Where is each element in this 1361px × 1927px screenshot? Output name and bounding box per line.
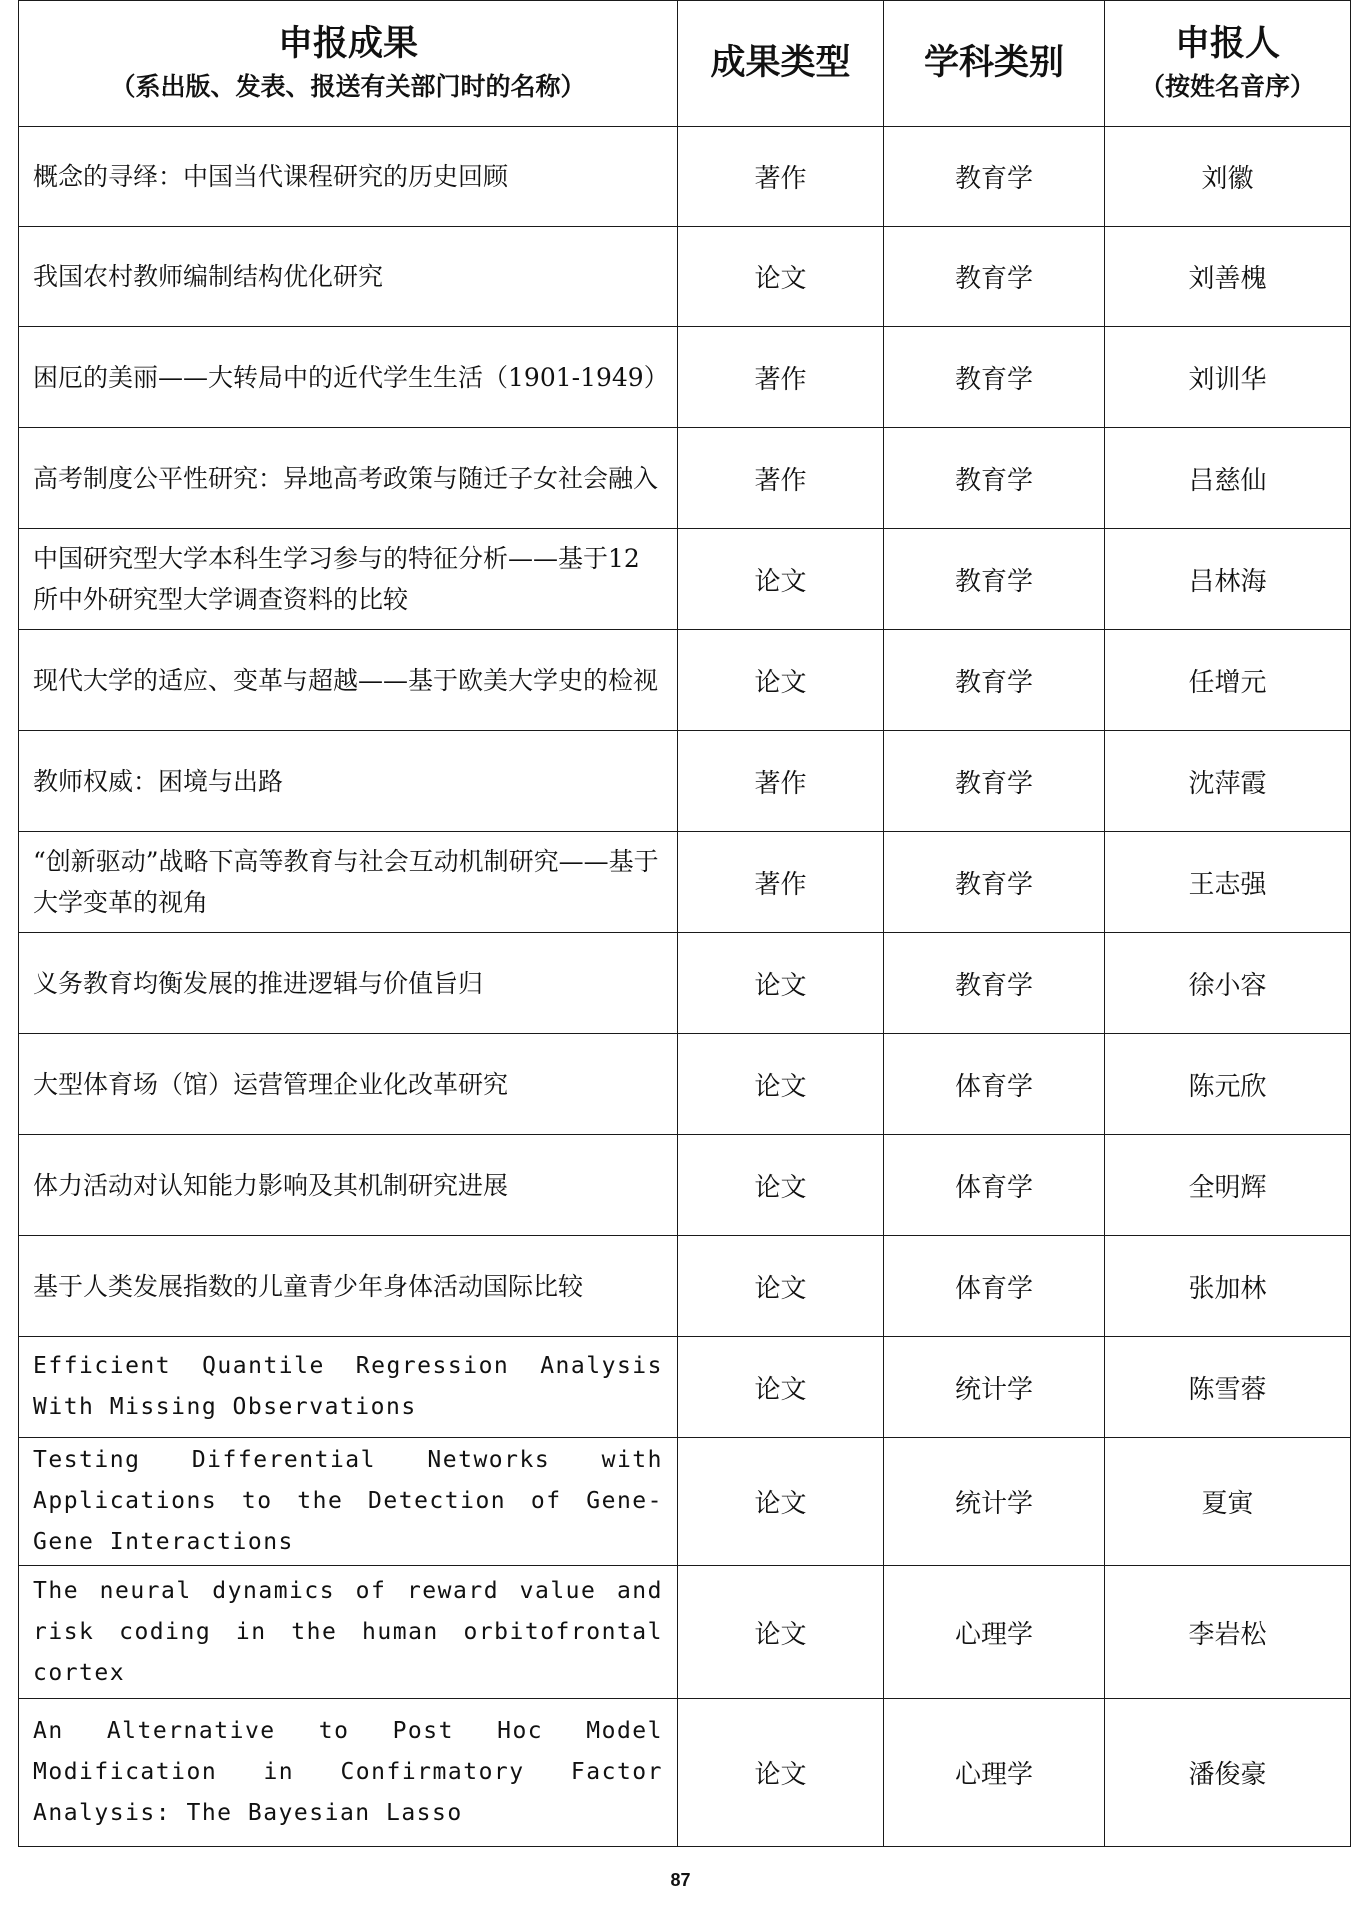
page-number: 87 xyxy=(670,1870,691,1890)
header-title-main: 申报成果 xyxy=(277,24,418,65)
table-row xyxy=(19,428,1351,529)
row-title: 我国农村教师编制结构优化研究 xyxy=(19,227,678,327)
row-title: 现代大学的适应、变革与超越——基于欧美大学史的检视 xyxy=(19,630,678,731)
table-row xyxy=(19,1135,1351,1236)
row-applicant: 潘俊豪 xyxy=(1105,1699,1351,1847)
table-row xyxy=(19,1236,1351,1337)
header-row xyxy=(19,1,1351,127)
row-discipline: 统计学 xyxy=(884,1337,1105,1438)
row-title: 大型体育场（馆）运营管理企业化改革研究 xyxy=(19,1034,678,1135)
table-row xyxy=(19,127,1351,227)
row-discipline: 体育学 xyxy=(884,1135,1105,1236)
row-type: 论文 xyxy=(678,1699,884,1847)
row-applicant: 张加林 xyxy=(1105,1236,1351,1337)
row-applicant: 刘训华 xyxy=(1105,327,1351,428)
table-row xyxy=(19,1566,1351,1699)
row-discipline: 教育学 xyxy=(884,428,1105,529)
table-row xyxy=(19,1337,1351,1438)
row-title: 体力活动对认知能力影响及其机制研究进展 xyxy=(19,1135,678,1236)
table-row xyxy=(19,731,1351,832)
row-type: 著作 xyxy=(678,428,884,529)
row-title: 困厄的美丽——大转局中的近代学生生活（1901-1949） xyxy=(19,327,678,428)
row-title: 概念的寻绎：中国当代课程研究的历史回顾 xyxy=(19,127,678,227)
row-title: 义务教育均衡发展的推进逻辑与价值旨归 xyxy=(19,933,678,1034)
table-row xyxy=(19,1699,1351,1847)
row-discipline: 心理学 xyxy=(884,1699,1105,1847)
row-type: 论文 xyxy=(678,1337,884,1438)
row-applicant: 徐小容 xyxy=(1105,933,1351,1034)
row-title: 基于人类发展指数的儿童青少年身体活动国际比较 xyxy=(19,1236,678,1337)
row-discipline: 统计学 xyxy=(884,1438,1105,1566)
row-applicant: 吕慈仙 xyxy=(1105,428,1351,529)
table-row xyxy=(19,630,1351,731)
row-applicant: 陈元欣 xyxy=(1105,1034,1351,1135)
row-discipline: 教育学 xyxy=(884,127,1105,227)
row-applicant: 夏寅 xyxy=(1105,1438,1351,1566)
row-discipline: 心理学 xyxy=(884,1566,1105,1699)
table-row xyxy=(19,1438,1351,1566)
row-applicant: 陈雪蓉 xyxy=(1105,1337,1351,1438)
row-title: Efficient Quantile Regression Analysis With Missing Observations xyxy=(19,1337,678,1438)
row-discipline: 教育学 xyxy=(884,731,1105,832)
row-type: 论文 xyxy=(678,227,884,327)
row-title: 中国研究型大学本科生学习参与的特征分析——基于12所中外研究型大学调查资料的比较 xyxy=(19,529,678,630)
row-applicant: 任增元 xyxy=(1105,630,1351,731)
header-applicant-sub: （按姓名音序） xyxy=(1139,72,1315,102)
row-applicant: 王志强 xyxy=(1105,832,1351,933)
row-discipline: 体育学 xyxy=(884,1034,1105,1135)
row-applicant: 刘徽 xyxy=(1105,127,1351,227)
row-type: 论文 xyxy=(678,1438,884,1566)
row-title: 教师权威：困境与出路 xyxy=(19,731,678,832)
row-type: 著作 xyxy=(678,327,884,428)
row-applicant: 全明辉 xyxy=(1105,1135,1351,1236)
row-title: The neural dynamics of reward value and risk coding in the human orbitofrontal cortex xyxy=(19,1566,678,1699)
table-row xyxy=(19,529,1351,630)
row-discipline: 教育学 xyxy=(884,529,1105,630)
header-discipline-label: 学科类别 xyxy=(923,42,1064,83)
header-applicant xyxy=(1105,1,1351,127)
table-row xyxy=(19,327,1351,428)
row-type: 论文 xyxy=(678,529,884,630)
achievements-table xyxy=(18,0,1351,1847)
row-discipline: 教育学 xyxy=(884,832,1105,933)
header-discipline xyxy=(884,1,1105,127)
row-title: An Alternative to Post Hoc Model Modification in Confirmatory Factor Analysis: The Bayesian Lasso xyxy=(19,1699,678,1847)
header-type-label: 成果类型 xyxy=(710,42,851,83)
row-type: 论文 xyxy=(678,630,884,731)
row-type: 论文 xyxy=(678,933,884,1034)
row-applicant: 沈萍霞 xyxy=(1105,731,1351,832)
row-title: Testing Differential Networks with Applications to the Detection of Gene-Gene Interactions xyxy=(19,1438,678,1566)
row-type: 论文 xyxy=(678,1135,884,1236)
header-applicant-main: 申报人 xyxy=(1174,24,1280,65)
header-title-sub: （系出版、发表、报送有关部门时的名称） xyxy=(110,72,586,102)
row-title: “创新驱动”战略下高等教育与社会互动机制研究——基于大学变革的视角 xyxy=(19,832,678,933)
row-title: 高考制度公平性研究：异地高考政策与随迁子女社会融入 xyxy=(19,428,678,529)
table-row xyxy=(19,1034,1351,1135)
table-row xyxy=(19,933,1351,1034)
row-type: 著作 xyxy=(678,731,884,832)
row-type: 著作 xyxy=(678,127,884,227)
table-row xyxy=(19,832,1351,933)
row-discipline: 教育学 xyxy=(884,933,1105,1034)
row-type: 论文 xyxy=(678,1236,884,1337)
row-discipline: 教育学 xyxy=(884,227,1105,327)
row-applicant: 刘善槐 xyxy=(1105,227,1351,327)
row-type: 论文 xyxy=(678,1566,884,1699)
header-type xyxy=(678,1,884,127)
row-discipline: 教育学 xyxy=(884,630,1105,731)
table-row xyxy=(19,227,1351,327)
row-discipline: 教育学 xyxy=(884,327,1105,428)
row-type: 论文 xyxy=(678,1034,884,1135)
row-discipline: 体育学 xyxy=(884,1236,1105,1337)
row-type: 著作 xyxy=(678,832,884,933)
header-title xyxy=(19,1,678,127)
row-applicant: 吕林海 xyxy=(1105,529,1351,630)
row-applicant: 李岩松 xyxy=(1105,1566,1351,1699)
